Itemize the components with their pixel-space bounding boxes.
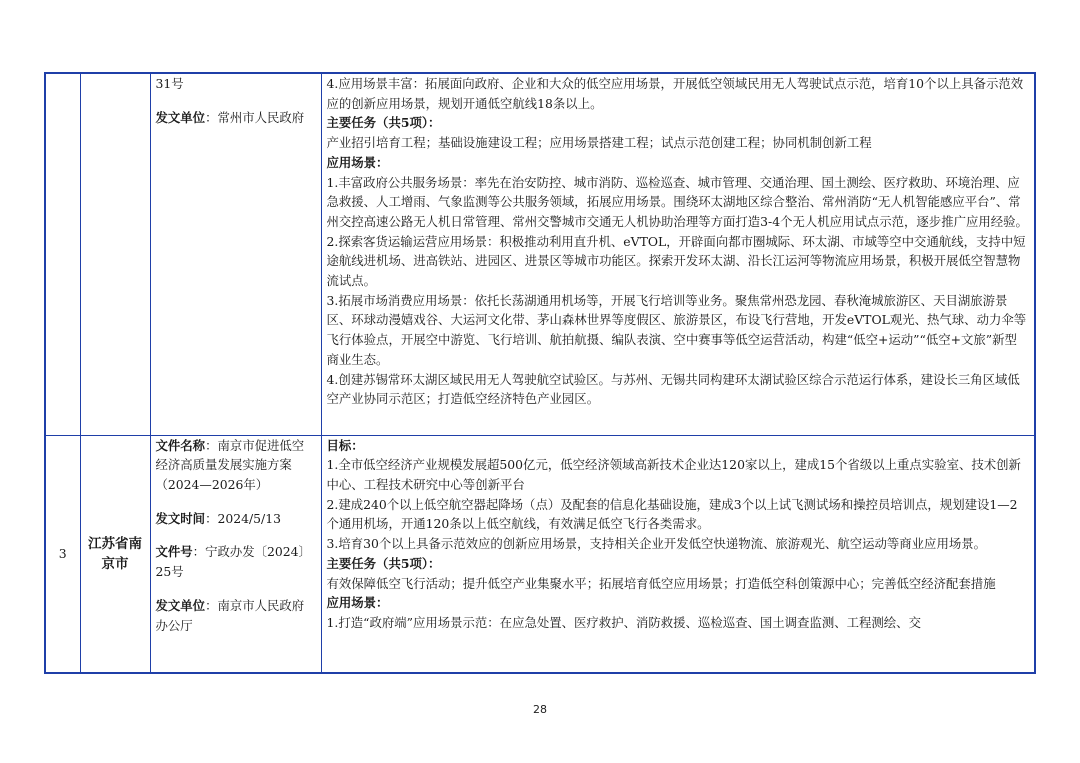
tasks-heading: 主要任务（共5项）： <box>326 115 441 131</box>
content-paragraph: 4.应用场景丰富：拓展面向政府、企业和大众的低空应用场景，开展低空领域民用无人驾驶试点示范，培育10个以上具备示范效应的创新应用场景，规划开通低空航线18条以上。 <box>326 76 1024 111</box>
doc-name-label: 文件名称 <box>155 437 206 453</box>
document-info-cell <box>150 435 321 673</box>
row-number-cell <box>45 73 80 435</box>
pub-time-value: 2024/5/13 <box>217 510 281 526</box>
goal-paragraph: 3.培育30个以上具备示范效应的创新应用场景，支持相关企业开发低空快递物流、旅游观光、航空运动等商业应用场景。 <box>326 536 987 552</box>
scene-paragraph: 1.丰富政府公共服务场景：率先在治安防控、城市消防、巡检巡查、城市管理、交通治理、国土测绘、医疗救助、环境治理、应急救援、人工增雨、气象监测等公共服务领域，拓展应用场景。围绕环太湖地区综合整治、常州消防“无人机智能感应平台”、常州交控高速公路无人机日常管理、常州交警城市交通无人机协助治理等方面打造3-4个无人机应用试点示范，逐步推广应用经验。 <box>326 174 1028 229</box>
region-cell <box>80 73 150 435</box>
table-row-nanjing <box>45 435 1035 673</box>
goal-paragraph: 1.全市低空经济产业规模发展超500亿元，低空经济领域高新技术企业达120家以上，建成15个省级以上重点实验室、技术创新中心、工程技术研究中心等创新平台 <box>326 457 1021 492</box>
pub-time-label: 发文时间 <box>155 510 206 526</box>
row-number-cell <box>45 435 80 673</box>
scene-paragraph: 3.拓展市场消费应用场景：依托长荡湖通用机场等，开展飞行培训等业务。聚焦常州恐龙园、春秋淹城旅游区、天目湖旅游景区、环球动漫嬉戏谷、大运河文化带、茅山森林世界等度假区、旅游景区，布设飞行营地，开发eVTOL观光、热气球、动力伞等飞行体验点，开展空中游览、飞行培训、航拍航摄、编队表演、空中赛事等低空运营活动，构建“低空+运动”“低空+文旅”新型商业生态。 <box>326 292 1027 367</box>
issuer-line: 发文单位：南京市人民政府办公厅 <box>155 597 305 633</box>
goal-paragraph: 2.建成240个以上低空航空器起降场（点）及配套的信息化基础设施，建成3个以上试飞测试场和操控员培训点，规划建设1—2个通用机场，开通120条以上低空航线，有效满足低空飞行各类需求。 <box>326 496 1018 532</box>
scenes-heading: 应用场景： <box>326 154 389 170</box>
doc-name-value: 南京市促进低空经济高质量发展实施方案（2024—2026年） <box>155 437 305 492</box>
tasks-text: 产业招引培育工程；基础设施建设工程；应用场景搭建工程；试点示范创建工程；协同机制创新工程 <box>326 135 872 151</box>
scene-paragraph: 4.创建苏锡常环太湖区域民用无人驾驶航空试验区。与苏州、无锡共同构建环太湖试验区综合示范运行体系，建设长三角区域低空产业协同示范区；打造低空经济特色产业园区。 <box>326 371 1020 407</box>
region-cell <box>80 435 150 673</box>
scene-paragraph: 2.探索客货运输运营应用场景：积极推动利用直升机、eVTOL，开辟面向都市圈城际、环太湖、市域等空中交通航线，支持中短途航线进机场、进高铁站、进园区、进景区等城市功能区。探索开发环太湖、沿长江运河等物流应用场景，积极开展低空智慧物流试点。 <box>326 233 1026 289</box>
page-number: 28 <box>533 703 547 716</box>
issuer-line: 发文单位：常州市人民政府 <box>155 109 305 125</box>
table-row-changzhou <box>45 73 1035 435</box>
issuer-value: 常州市人民政府 <box>217 109 305 125</box>
content-cell <box>321 73 1035 435</box>
issuer-label: 发文单位 <box>155 109 206 125</box>
tasks-text: 有效保障低空飞行活动；提升低空产业集聚水平；拓展培育低空应用场景；打造低空科创策源中心；完善低空经济配套措施 <box>326 575 996 591</box>
scenes-heading: 应用场景： <box>326 595 389 611</box>
issuer-value: 南京市人民政府办公厅 <box>155 597 305 633</box>
doc-no-value: 宁政办发〔2024〕25号 <box>155 544 311 580</box>
doc-name-line: 文件名称：南京市促进低空经济高质量发展实施方案（2024—2026年） <box>155 437 305 492</box>
doc-no-label: 文件号 <box>155 544 193 560</box>
doc-no-line: 文件号：宁政办发〔2024〕25号 <box>155 544 311 580</box>
row-number: 3 <box>58 545 67 561</box>
issuer-label: 发文单位 <box>155 597 206 613</box>
doc-number-tail: 31号 <box>155 76 184 91</box>
goals-heading: 目标： <box>326 437 364 453</box>
pub-time-line: 发文时间：2024/5/13 <box>155 510 281 526</box>
policy-table <box>44 72 1036 674</box>
document-info-cell <box>150 73 321 435</box>
content-cell <box>321 435 1035 673</box>
tasks-heading: 主要任务（共5项）： <box>326 555 441 571</box>
region-name: 江苏省南京市 <box>88 535 142 572</box>
scene-paragraph: 1.打造“政府端”应用场景示范：在应急处置、医疗救护、消防救援、巡检巡查、国土调查监测、工程测绘、交 <box>326 614 921 630</box>
